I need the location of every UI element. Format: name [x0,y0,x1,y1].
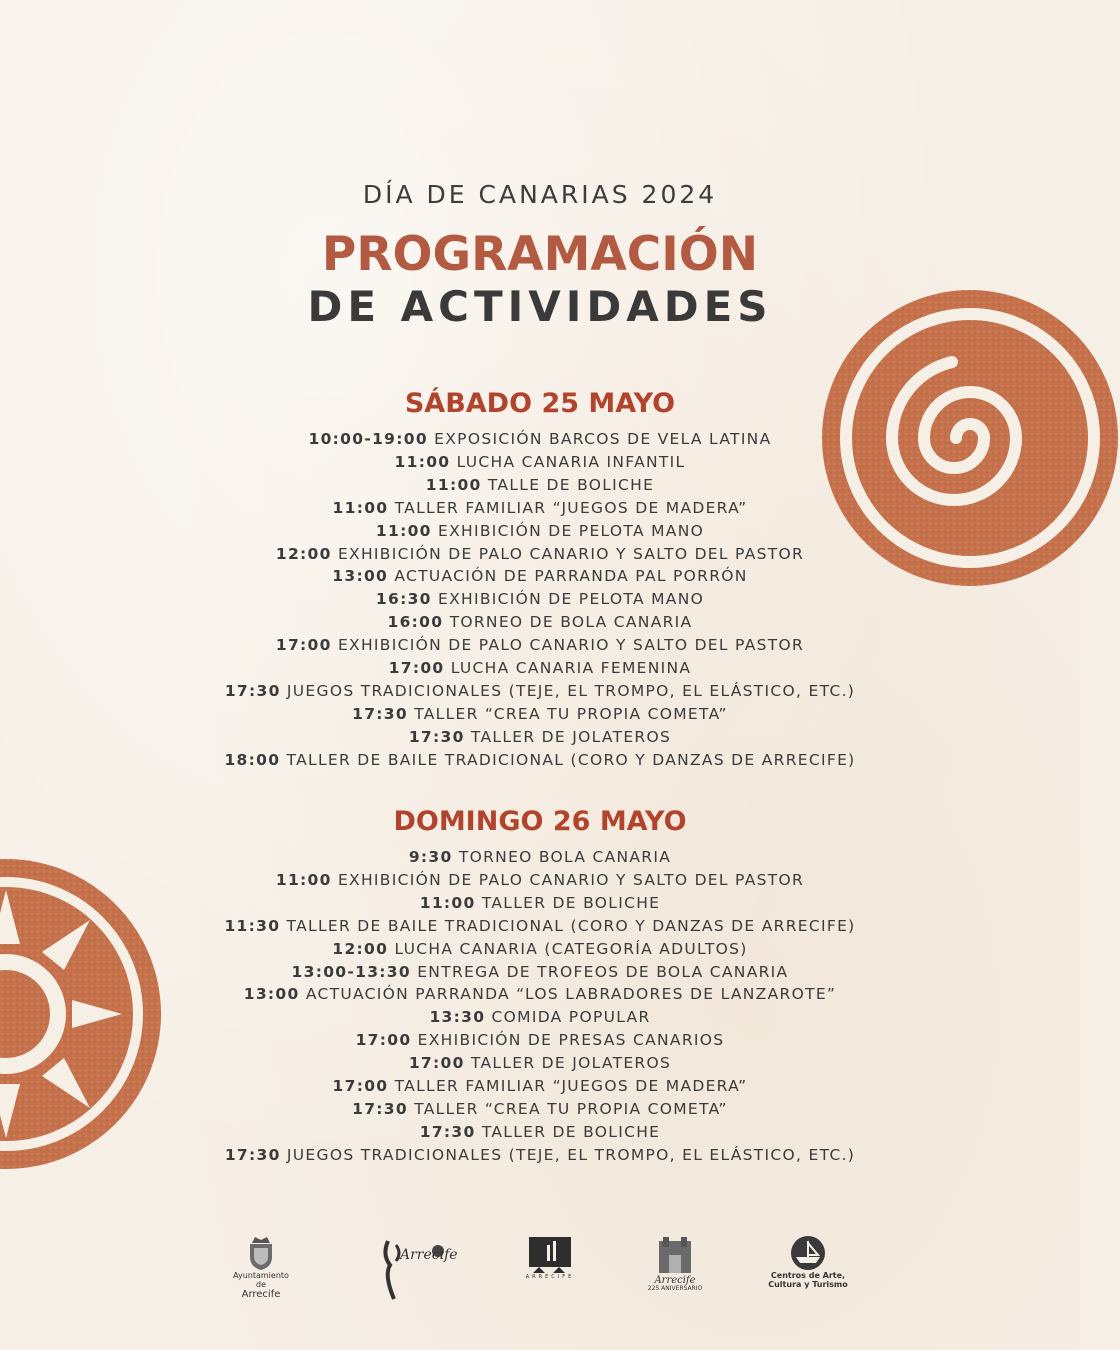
brand-figure-icon [372,1235,458,1301]
day-title: SÁBADO 25 MAYO [404,388,676,419]
activity-description: EXHIBICIÓN DE PELOTA MANO [437,590,705,609]
crest-icon [246,1235,276,1271]
activity-time: 12:00 [275,544,332,563]
activity-item [0,1006,1080,1029]
castle-icon [657,1235,693,1275]
activity-description: TALLER DE BAILE TRADICIONAL (CORO Y DANZAS DE ARRECIFE) [286,916,856,935]
activity-item [0,915,1080,938]
day-title: DOMINGO 26 MAYO [393,806,687,837]
page-title: PROGRAMACIÓN [321,227,759,282]
activity-description: EXHIBICIÓN DE PALO CANARIO Y SALTO DEL PASTOR [337,636,805,655]
activity-time: 12:00 [332,939,389,958]
activity-item [0,451,1080,474]
page-subtitle: DE ACTIVIDADES [307,282,773,331]
logo-caption: Centros de Arte, [770,1271,846,1280]
activity-list [0,428,1080,772]
activity-item [0,938,1080,961]
activity-list [0,846,1080,1167]
activity-description: COMIDA POPULAR [491,1008,651,1027]
activity-description: TORNEO BOLA CANARIA [458,848,672,866]
activity-item [0,565,1080,588]
activity-time: 16:00 [387,613,444,632]
activity-item [0,588,1080,611]
activity-description: LUCHA CANARIA (CATEGORÍA ADULTOS) [394,939,748,958]
activity-description: ACTUACIÓN DE PARRANDA PAL PORRÓN [394,567,748,586]
activity-item [0,680,1080,703]
logo-caption: Cultura y Turismo [768,1280,848,1290]
activity-time: 11:00 [394,452,451,471]
activity-item [0,1121,1080,1144]
activity-description: TALLER DE JOLATEROS [470,727,672,746]
ship-icon [786,1235,830,1271]
activity-item [0,1052,1080,1075]
activity-description: TALLER FAMILIAR “JUEGOS DE MADERA” [394,1077,748,1096]
activity-description: EXPOSICIÓN BARCOS DE VELA LATINA [434,430,772,448]
building-icon [527,1235,573,1275]
activity-time: 17:30 [224,1145,281,1164]
activity-time: 11:00 [332,498,389,517]
activity-item [0,726,1080,749]
activity-item [0,634,1080,657]
activity-description: LUCHA CANARIA FEMENINA [450,659,692,678]
activity-time: 17:30 [352,1099,408,1118]
activity-time: 17:30 [419,1122,476,1141]
activity-item [0,749,1080,772]
logo-arrecife-mark [520,1235,580,1281]
activity-item [0,474,1080,497]
activity-time: 13:00 [243,985,300,1004]
activity-time: 17:00 [355,1031,412,1050]
logo-aniversario [642,1235,708,1293]
activity-item [0,961,1080,984]
activity-description: EXHIBICIÓN DE PRESAS CANARIOS [417,1031,725,1050]
activity-item [0,1029,1080,1052]
activity-description: TORNEO DE BOLA CANARIA [449,613,693,632]
activity-description: EXHIBICIÓN DE PALO CANARIO Y SALTO DEL PASTOR [337,544,805,563]
sponsor-logos [0,1235,1080,1315]
logo-ayuntamiento [228,1235,294,1300]
activity-time: 11:30 [224,916,281,935]
activity-item [0,611,1080,634]
page-header [0,180,1080,330]
activity-time: 17:30 [224,681,281,700]
activity-description: TALLER “CREA TU PROPIA COMETA” [414,704,728,723]
activity-time: 17:00 [388,659,445,678]
activity-time: 11:00 [275,870,332,889]
activity-item [0,846,1080,869]
activity-item [0,543,1080,566]
logo-centros [758,1235,858,1289]
activity-item [0,1075,1080,1098]
logo-caption: Arrecife [654,1275,696,1286]
activity-time: 13:00 [332,567,389,586]
logo-caption: Ayuntamiento de [233,1271,289,1290]
activity-time: 17:30 [352,704,408,723]
activity-description: TALLER FAMILIAR “JUEGOS DE MADERA” [394,498,748,517]
activity-item [0,703,1080,726]
activity-item [0,428,1080,451]
activity-description: JUEGOS TRADICIONALES (TEJE, EL TROMPO, EL ELÁSTICO, ETC.) [286,1145,856,1164]
activity-description: EXHIBICIÓN DE PELOTA MANO [437,521,705,540]
activity-time: 11:00 [425,475,482,494]
logo-text: Arrecife [400,1247,458,1263]
activity-time: 17:30 [408,727,465,746]
activity-time: 18:00 [224,750,281,769]
activity-description: JUEGOS TRADICIONALES (TEJE, EL TROMPO, EL ELÁSTICO, ETC.) [286,681,856,700]
activity-item [0,892,1080,915]
logo-arrecife-brand [370,1235,458,1301]
activity-item [0,983,1080,1006]
activity-time: 17:00 [275,636,332,655]
activity-time: 10:00-19:00 [308,430,428,448]
activity-description: TALLER DE BOLICHE [481,893,661,912]
activity-description: TALLER “CREA TU PROPIA COMETA” [414,1099,728,1118]
activity-time: 11:00 [375,521,432,540]
activity-description: TALLER DE BAILE TRADICIONAL (CORO Y DANZAS DE ARRECIFE) [286,750,856,769]
activity-description: LUCHA CANARIA INFANTIL [456,452,686,471]
activity-description: EXHIBICIÓN DE PALO CANARIO Y SALTO DEL PASTOR [337,870,805,889]
activity-description: TALLER DE JOLATEROS [470,1054,672,1073]
activity-description: ACTUACIÓN PARRANDA “LOS LABRADORES DE LANZAROTE” [305,985,837,1004]
activity-item [0,497,1080,520]
activity-time: 13:00-13:30 [291,962,411,981]
logo-caption: 225 ANIVERSARIO [647,1285,703,1292]
activity-item [0,520,1080,543]
activity-item [0,1098,1080,1121]
activity-item [0,1144,1080,1167]
event-kicker: DÍA DE CANARIAS 2024 [362,180,718,209]
activity-time: 13:30 [429,1008,486,1027]
day-section-sunday [0,806,1080,1167]
activity-description: TALLER DE BOLICHE [481,1122,661,1141]
activity-time: 11:00 [419,893,476,912]
activity-item [0,869,1080,892]
activity-time: 16:30 [375,590,432,609]
activity-time: 17:00 [408,1054,465,1073]
activity-time: 17:00 [332,1077,389,1096]
day-section-saturday [0,388,1080,772]
activity-item [0,657,1080,680]
activity-description: ENTREGA DE TROFEOS DE BOLA CANARIA [417,962,789,981]
logo-caption: Arrecife [241,1289,281,1301]
activity-time: 9:30 [408,848,453,866]
activity-description: TALLE DE BOLICHE [487,475,655,494]
logo-caption: ARRECIFE [525,1274,575,1280]
